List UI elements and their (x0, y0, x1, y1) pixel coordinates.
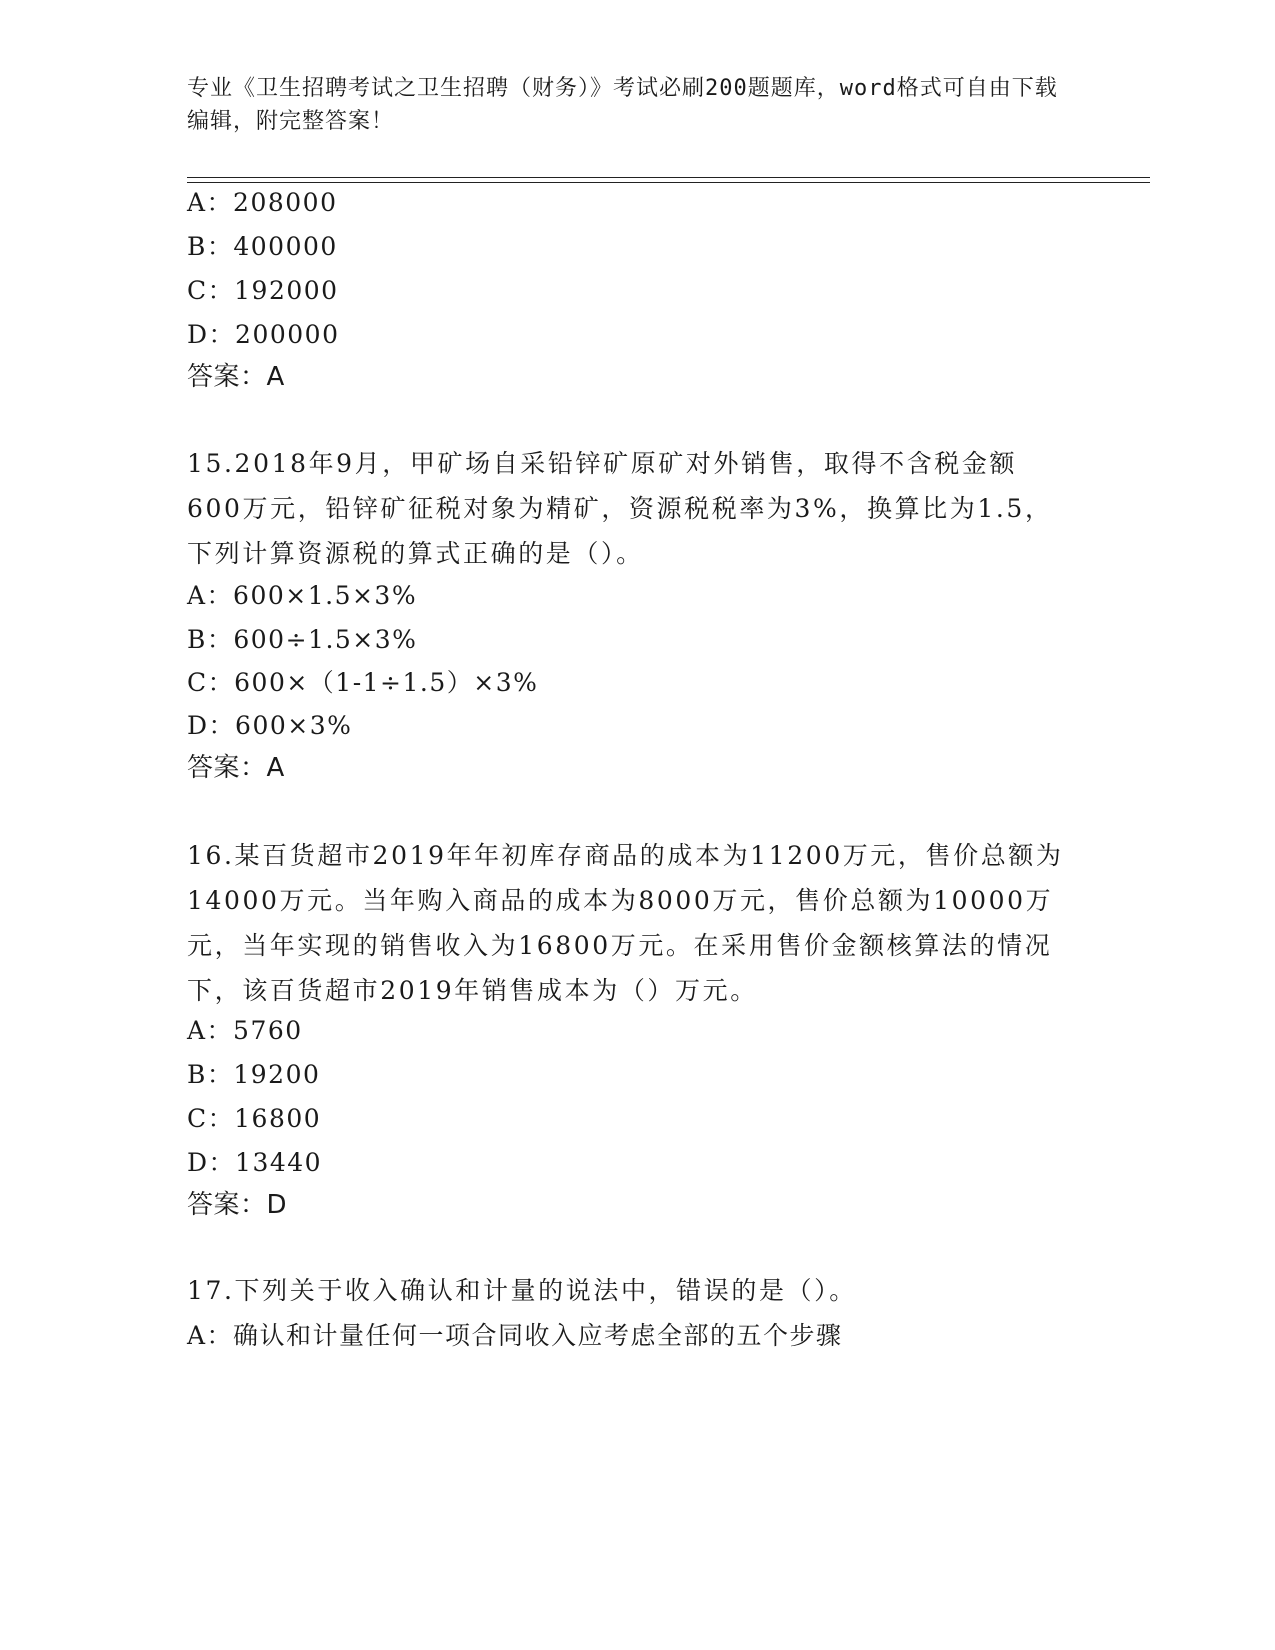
q14-option-a: A：208000 (187, 188, 338, 217)
q17-option-a: A：确认和计量任何一项合同收入应考虑全部的五个步骤 (187, 1321, 843, 1350)
q16-answer: 答案：D (187, 1190, 288, 1220)
q15-option-d: D：600×3% (187, 711, 353, 740)
q16-option-d: D：13440 (187, 1148, 323, 1177)
q17-stem: 17.下列关于收入确认和计量的说法中，错误的是（）。 (187, 1276, 857, 1305)
q16-stem: 16.某百货超市2019年年初库存商品的成本为11200万元，售价总额为14000万元。当年购入商品的成本为8000万元，售价总额为10000万元，当年实现的销售收入为16800万元。在采用售价金额核算法的情况下，该百货超市2019年销售成本为（）万元。 (187, 841, 1064, 1005)
header-divider-top (187, 177, 1150, 178)
q14-answer: 答案：A (187, 362, 285, 392)
q14-option-c: C：192000 (187, 276, 339, 305)
q16-option-c: C：16800 (187, 1104, 322, 1133)
q14-option-b: B：400000 (187, 232, 338, 261)
q15-option-a: A：600×1.5×3% (187, 581, 418, 610)
q15-option-b: B：600÷1.5×3% (187, 625, 418, 654)
q16-option-a: A：5760 (187, 1016, 303, 1045)
q15-option-c: C：600×（1-1÷1.5）×3% (187, 668, 539, 697)
q14-option-d: D：200000 (187, 320, 340, 349)
q15-answer: 答案：A (187, 753, 285, 783)
header-divider-bottom (187, 182, 1150, 183)
q15-stem: 15.2018年9月，甲矿场自采铅锌矿原矿对外销售，取得不含税金额600万元，铅锌矿征税对象为精矿，资源税税率为3%，换算比为1.5，下列计算资源税的算式正确的是（）。 (187, 449, 1053, 568)
document-header: 专业《卫生招聘考试之卫生招聘（财务）》考试必刷200题题库，word格式可自由下载编辑，附完整答案！ (187, 76, 1058, 134)
q16-option-b: B：19200 (187, 1060, 321, 1089)
